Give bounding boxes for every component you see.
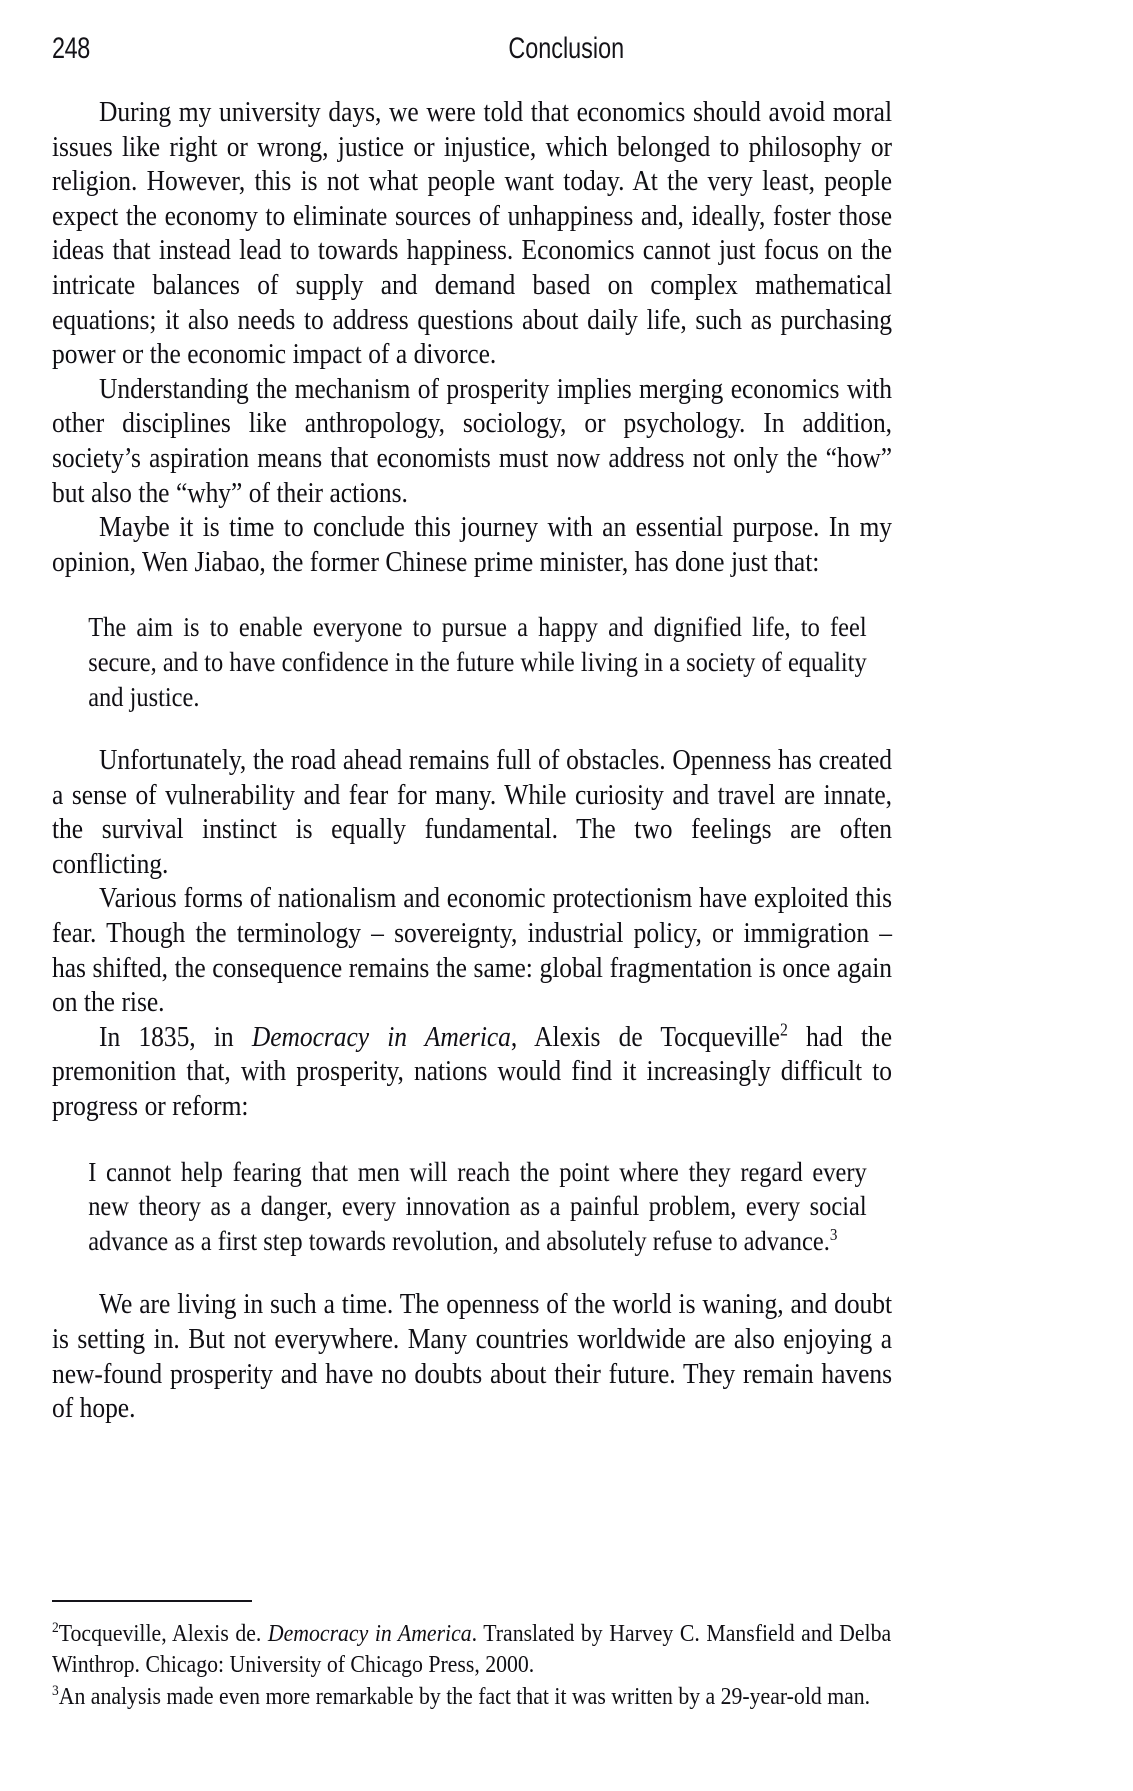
- blockquote-tocqueville-text: I cannot help fearing that men will reach the point where they regard every new theory as a danger, every innovation as a painful problem, every social advance as a first step towards revolution, and absolutely refuse to advance.: [88, 1156, 867, 1256]
- paragraph-6-tail: had the premonition that, with prosperity, nations would find it increasingly difficult to progress or reform:: [52, 1021, 893, 1123]
- footnote-2-part1: Tocqueville, Alexis de.: [58, 1620, 268, 1647]
- footnote-3-part1: An analysis made even more remarkable by the fact that it was written by a 29-year-old man.: [58, 1683, 871, 1710]
- footnote-separator-rule: [52, 1600, 252, 1602]
- footnote-ref-2[interactable]: 2: [779, 1019, 788, 1040]
- paragraph-3: Maybe it is time to conclude this journey with an essential purpose. In my opinion, Wen Jiabao, the former Chinese prime minister, has done just that:: [52, 512, 893, 578]
- paragraph-4: Unfortunately, the road ahead remains full of obstacles. Openness has created a sense of vulnerability and fear for many. While curiosity and travel are innate, the survival instinct is equally fundamental. The two feelings are often conflicting.: [52, 745, 893, 880]
- paragraph-7: We are living in such a time. The openness of the world is waning, and doubt is setting in. But not everywhere. Many countries worldwide are also enjoying a new-found prosperity and have no doubts about their future. They remain havens of hope.: [52, 1289, 893, 1425]
- page-number: 248: [52, 32, 90, 65]
- footnote-2-marker: 2: [52, 1619, 59, 1636]
- blockquote-tocqueville: [52, 1155, 892, 1259]
- footnote-3-marker: 3: [52, 1682, 59, 1699]
- footnote-2: [52, 1618, 891, 1680]
- footnote-2-title: Democracy in America: [267, 1620, 472, 1647]
- footnote-2-part2: . Translated by Harvey C. Mansfield and Delba Winthrop. Chicago: University of Chicago Press, 2000.: [52, 1620, 892, 1678]
- paragraph-2: Understanding the mechanism of prosperity implies merging economics with other disciplines like anthropology, sociology, or psychology. In addition, society’s aspiration means that economists must now address not only the “how” but also the “why” of their actions.: [52, 373, 893, 509]
- paragraph-6-lead-in: In 1835, in: [99, 1021, 252, 1053]
- chapter-title-label: Conclusion: [508, 32, 625, 65]
- paragraph-6: [52, 1021, 892, 1125]
- body-text-column: [52, 96, 892, 1427]
- footnote-ref-3[interactable]: 3: [829, 1224, 838, 1244]
- paragraph-1: During my university days, we were told that economics should avoid moral issues like right or wrong, justice or injustice, which belonged to philosophy or religion. However, this is not what people want today. At the very least, people expect the economy to eliminate sources of unhappiness and, ideally, foster those ideas that instead lead to towards happiness. Economics cannot just focus on the intricate balances of supply and demand based on complex mathematical equations; it also needs to address questions about daily life, such as purchasing power or the economic impact of a divorce.: [52, 97, 893, 371]
- blockquote-wen-jiabao: The aim is to enable everyone to pursue a happy and dignified life, to feel secure, and to have confidence in the future while living in a society of equality and justice.: [88, 612, 867, 712]
- paragraph-5: Various forms of nationalism and economic protectionism have exploited this fear. Though the terminology – sovereignty, industrial policy, or immigration – has shifted, the consequence remains the same: global fragmentation is once again on the rise.: [52, 883, 893, 1019]
- book-title-democracy-in-america: Democracy in America: [251, 1021, 511, 1053]
- footnotes-section: [52, 1600, 892, 1712]
- chapter-title: [52, 26, 1081, 72]
- footnote-3: [52, 1681, 891, 1712]
- paragraph-6-mid: , Alexis de Tocqueville: [510, 1021, 780, 1053]
- running-head: [52, 26, 1081, 72]
